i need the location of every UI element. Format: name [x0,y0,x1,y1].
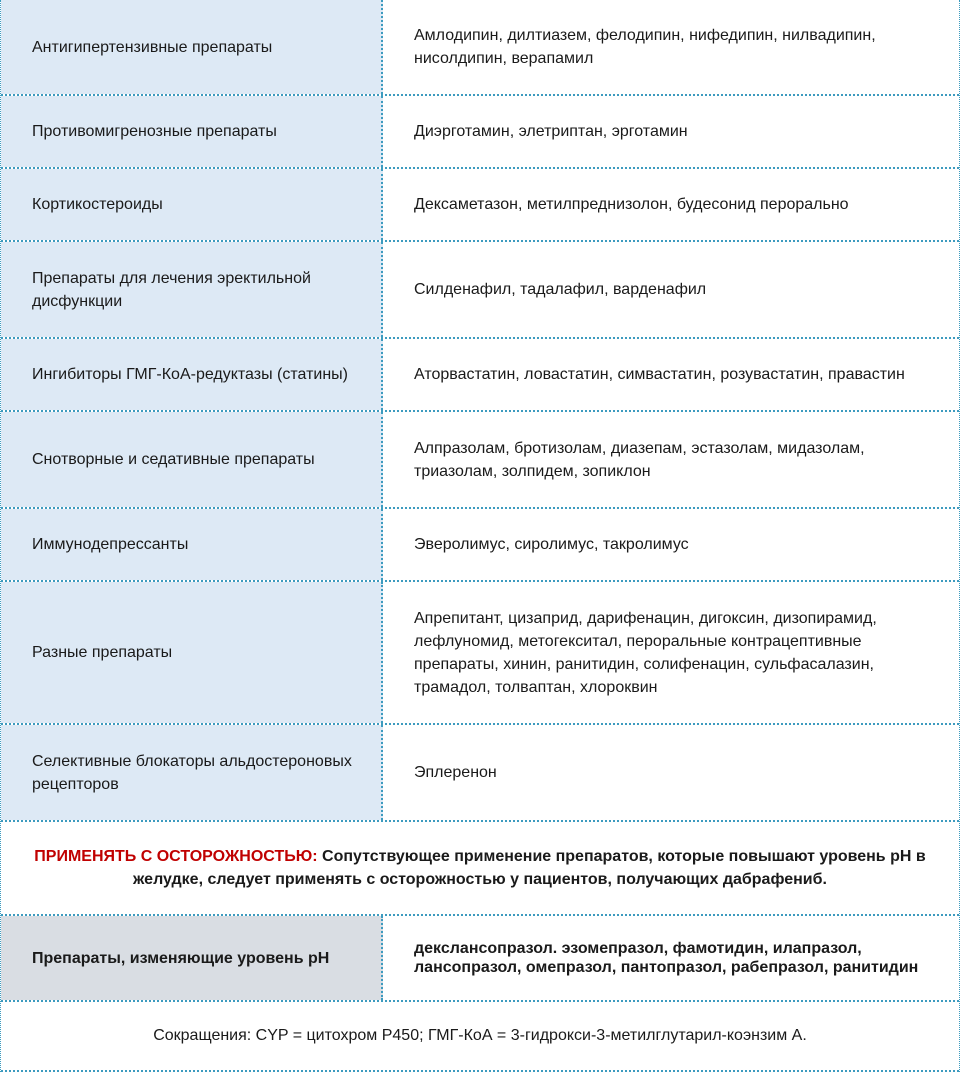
table-row [1,242,959,339]
table-row [1,725,959,822]
drugs-cell: декслансопразол. эзомепразол, фамотидин, илапразол, лансопразол, омепразол, пантопразол, рабепразол, ранитидин [383,916,959,1000]
drugs-cell: Диэрготамин, элетриптан, эрготамин [383,96,959,167]
table-row [1,412,959,509]
caution-label: ПРИМЕНЯТЬ С ОСТОРОЖНОСТЬЮ: [34,848,318,865]
category-cell: Селективные блокаторы альдостероновых рецепторов [1,725,383,820]
caution-text-block [31,845,929,891]
caution-text: Сопутствующее применение препаратов, которые повышают уровень pH в желудке, следует применять с осторожностью у пациентов, получающих дабрафениб. [133,848,926,888]
table-row [1,582,959,725]
table-row [1,339,959,412]
category-cell: Разные препараты [1,582,383,723]
category-cell: Антигипертензивные препараты [1,0,383,94]
drugs-cell: Силденафил, тадалафил, варденафил [383,242,959,337]
drugs-cell: Апрепитант, цизаприд, дарифенацин, дигоксин, дизопирамид, лефлуномид, метогекситал, пероральные контрацептивные препараты, хинин, ранитидин, солифенацин, сульфасалазин, трамадол, толвaптан, хлороквин [383,582,959,723]
drugs-cell: Амлодипин, дилтиазем, фелодипин, нифедипин, нилвадипин, нисолдипин, верапамил [383,0,959,94]
table-row [1,509,959,582]
drugs-cell: Эверолимус, сиролимус, такролимус [383,509,959,580]
drugs-cell: Дексаметазон, метилпреднизолон, будесонид перорально [383,169,959,240]
table-row [1,96,959,169]
category-cell: Снотворные и седативные препараты [1,412,383,507]
category-cell: Противомигренозные препараты [1,96,383,167]
table-row [1,169,959,242]
abbreviations-footer: Сокращения: CYP = цитохром P450; ГМГ-КоА = 3-гидрокси-3-метилглутарил-коэнзим А. [1,1002,959,1072]
drugs-cell: Аторвастатин, ловастатин, симвастатин, розувастатин, правастин [383,339,959,410]
category-cell: Препараты, изменяющие уровень pH [1,916,383,1000]
category-cell: Кортикостероиды [1,169,383,240]
category-cell: Иммунодепрессанты [1,509,383,580]
table-row [1,0,959,96]
drugs-cell: Алпразолам, бротизолам, диазепам, эстазолам, мидазолам, триазолам, золпидем, зопиклон [383,412,959,507]
category-cell: Препараты для лечения эректильной дисфункции [1,242,383,337]
caution-notice [1,822,959,916]
drugs-cell: Эплеренон [383,725,959,820]
table-row-ph [1,916,959,1002]
category-cell: Ингибиторы ГМГ-КоА-редуктазы (статины) [1,339,383,410]
